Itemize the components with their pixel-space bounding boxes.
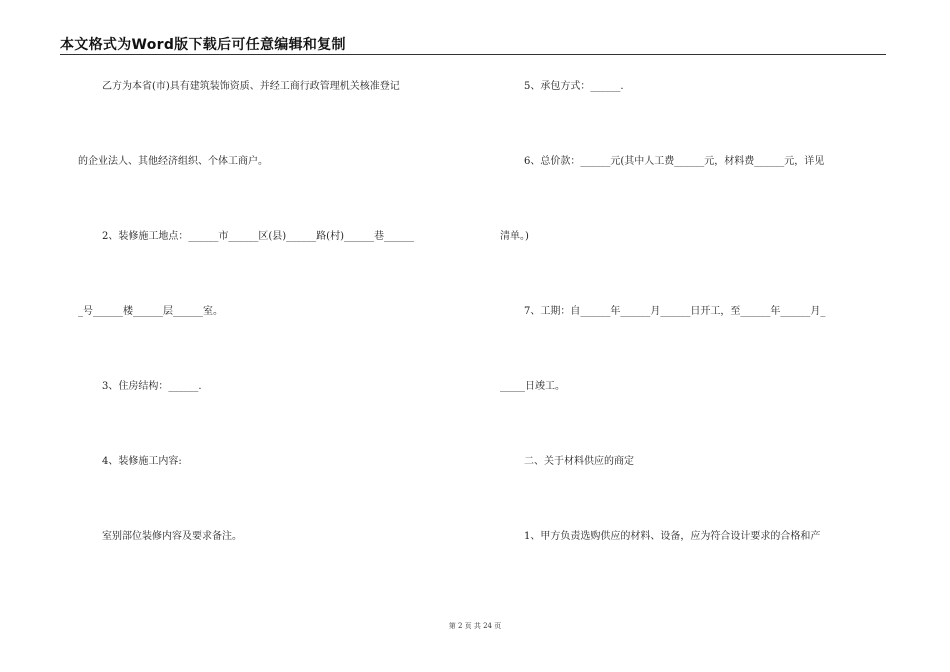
paragraph-line: 1、甲方负责选购供应的材料、设备，应为符合设计要求的合格和产 <box>524 531 821 542</box>
paragraph-line: 7、工期：自______年______月______日开工，至______年______月_ <box>524 306 826 317</box>
paragraph-line: 室别部位装修内容及要求备注。 <box>102 531 242 542</box>
paragraph-line: 3、住房结构：______. <box>102 381 202 392</box>
section-heading: 二、关于材料供应的商定 <box>524 456 634 467</box>
paragraph-line: 的企业法人、其他经济组织、个体工商户。 <box>78 156 268 167</box>
document-header-title: 本文格式为Word版下载后可任意编辑和复制 <box>60 37 346 53</box>
page-header <box>60 34 886 55</box>
paragraph-line: 4、装修施工内容: <box>102 456 182 467</box>
paragraph-line: 5、承包方式：______. <box>524 81 624 92</box>
paragraph-line: 6、总价款：______元(其中人工费______元，材料费______元，详见 <box>524 156 825 167</box>
paragraph-line: 2、装修施工地点：______市______区(县)______路(村)______巷______ <box>102 231 414 242</box>
paragraph-line: 清单。) <box>500 231 529 242</box>
page-number: 第 2 页 共 24 页 <box>448 622 502 630</box>
paragraph-line: 乙方为本省(市)具有建筑装饰资质、并经工商行政管理机关核准登记 <box>102 81 400 92</box>
paragraph-line: _号______楼______层______室。 <box>78 306 223 317</box>
paragraph-line: _____日竣工。 <box>500 381 565 392</box>
